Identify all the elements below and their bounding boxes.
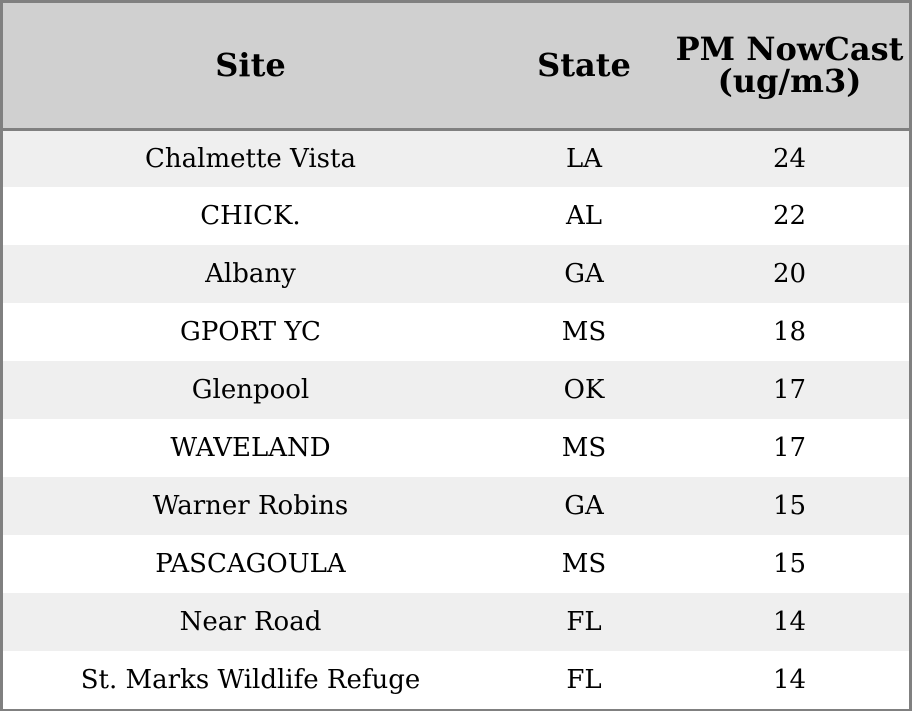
column-header-pm-nowcast: PM NowCast (ug/m3): [670, 3, 909, 129]
site-cell: PASCAGOULA: [155, 549, 346, 579]
table-row: [3, 419, 909, 477]
table-row: [3, 477, 909, 535]
column-header-site: Site: [3, 3, 498, 129]
pm-value-cell: 15: [772, 491, 807, 521]
table-row: [3, 361, 909, 419]
site-cell: CHICK.: [200, 201, 301, 231]
pm-value-cell: 17: [772, 375, 807, 405]
table-row: [3, 245, 909, 303]
site-cell: Albany: [205, 259, 296, 289]
table-row: [3, 535, 909, 593]
table-row: [3, 651, 909, 709]
state-cell: MS: [561, 549, 607, 579]
state-cell: OK: [563, 375, 605, 405]
table-body: [3, 129, 909, 709]
site-cell: Near Road: [179, 607, 322, 637]
state-cell: LA: [565, 143, 603, 174]
table-row: [3, 187, 909, 245]
pm-value-cell: 24: [772, 143, 807, 174]
site-cell: Glenpool: [191, 375, 310, 405]
state-cell: FL: [566, 665, 602, 695]
pm-value-cell: 17: [772, 433, 807, 463]
pm-value-cell: 20: [772, 259, 807, 289]
site-cell: WAVELAND: [170, 433, 331, 463]
state-cell: GA: [564, 259, 604, 289]
state-cell: MS: [561, 433, 607, 463]
pm-value-cell: 15: [772, 549, 807, 579]
site-cell: St. Marks Wildlife Refuge: [80, 665, 421, 695]
pm-value-cell: 14: [772, 665, 807, 695]
site-cell: GPORT YC: [180, 317, 321, 347]
state-cell: AL: [565, 201, 603, 231]
table-row: [3, 593, 909, 651]
column-header-state: State: [498, 3, 670, 129]
table-row: [3, 129, 909, 187]
state-cell: FL: [566, 607, 602, 637]
data-table: [3, 3, 909, 709]
pm-value-cell: 22: [772, 201, 807, 231]
site-cell: Warner Robins: [152, 491, 349, 521]
pm-value-cell: 14: [772, 607, 807, 637]
state-cell: GA: [564, 491, 604, 521]
header-row: [3, 3, 909, 129]
state-cell: MS: [561, 317, 607, 347]
site-cell: Chalmette Vista: [145, 143, 356, 174]
pm-value-cell: 18: [772, 317, 807, 347]
table-row: [3, 303, 909, 361]
